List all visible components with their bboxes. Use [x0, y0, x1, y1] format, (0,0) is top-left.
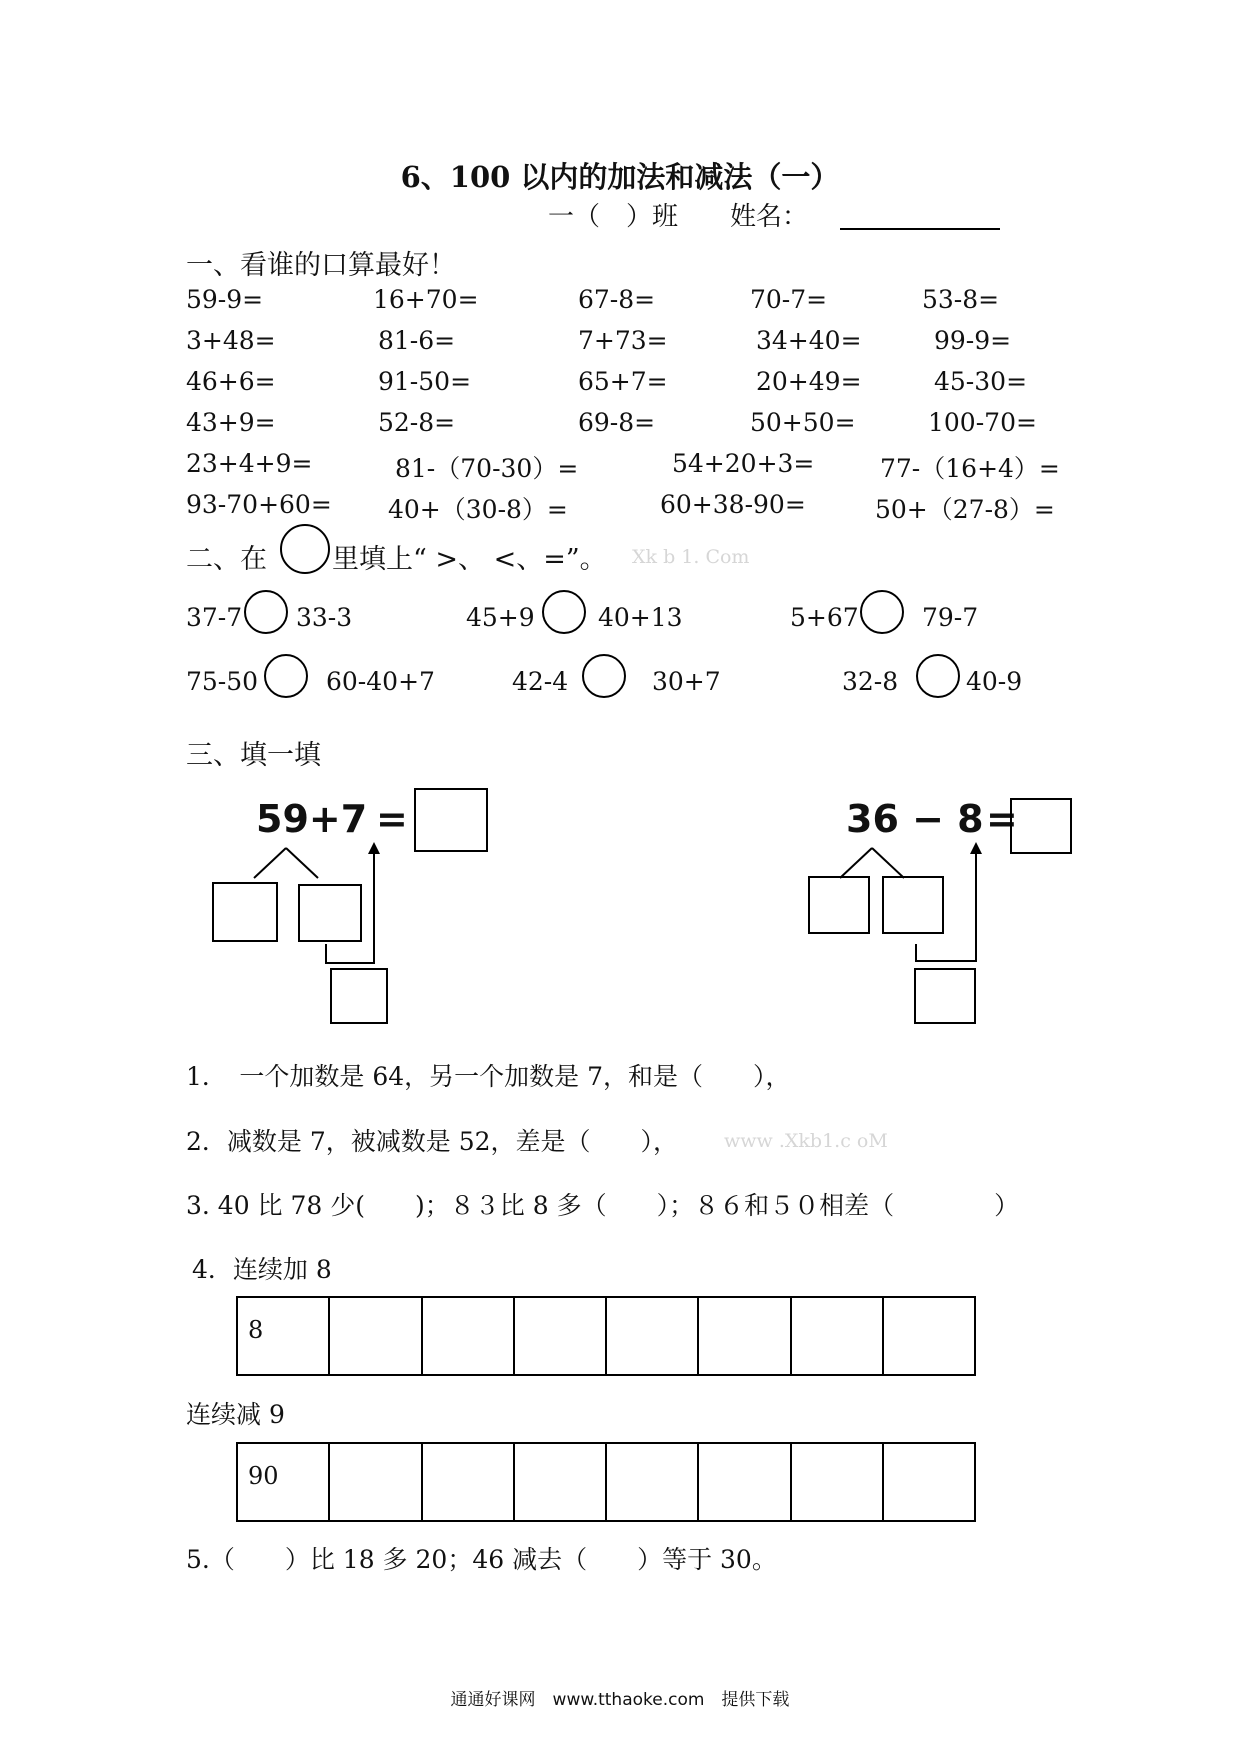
- section1-heading: 一、看谁的口算最好！: [186, 250, 456, 281]
- equation: 50+（27-8）=: [875, 495, 1055, 524]
- answer-box[interactable]: [414, 788, 488, 852]
- split-box[interactable]: [212, 882, 278, 942]
- compare-right: 40+13: [598, 603, 683, 632]
- result-box[interactable]: [330, 968, 388, 1024]
- equation: 52-8=: [378, 408, 456, 437]
- equation: 67-8=: [578, 285, 656, 314]
- compare-right: 40-9: [966, 667, 1023, 696]
- equation: 34+40=: [756, 326, 862, 355]
- result-box[interactable]: [914, 968, 976, 1024]
- compare-circle-blank[interactable]: [860, 590, 904, 634]
- answer-box[interactable]: [1010, 798, 1072, 854]
- equation: 77-（16+4）=: [880, 454, 1060, 483]
- compare-right: 33-3: [296, 603, 353, 632]
- equation: 54+20+3=: [672, 449, 815, 478]
- compare-left: 5+67: [790, 603, 859, 632]
- question-4-label: 4．连续加 8: [192, 1255, 332, 1284]
- sequence-cell[interactable]: [422, 1443, 514, 1521]
- equation: 16+70=: [373, 285, 479, 314]
- question-1: 1． 一个加数是 64，另一个加数是 7，和是（ ），: [186, 1062, 791, 1091]
- equation: 40+（30-8）=: [388, 495, 568, 524]
- sequence-cell[interactable]: [698, 1297, 790, 1375]
- equation: 59-9=: [186, 285, 264, 314]
- equation: 3+48=: [186, 326, 276, 355]
- equation: 81-（70-30）=: [395, 454, 579, 483]
- name-blank-line[interactable]: [840, 228, 1000, 230]
- sequence-cell[interactable]: [606, 1443, 698, 1521]
- sequence-cell[interactable]: [883, 1443, 975, 1521]
- circle-icon: [280, 524, 330, 574]
- sequence-cell[interactable]: [514, 1443, 606, 1521]
- diagram-right-equals: =: [986, 797, 1018, 841]
- compare-left: 37-7: [186, 603, 243, 632]
- split-box[interactable]: [298, 884, 362, 942]
- compare-left: 45+9: [466, 603, 535, 632]
- equation: 46+6=: [186, 367, 276, 396]
- question-5: 5.（ ）比 18 多 20；46 减去（ ）等于 30。: [186, 1545, 777, 1574]
- diagram-left-equals: =: [376, 797, 408, 841]
- equation: 91-50=: [378, 367, 472, 396]
- compare-circle-blank[interactable]: [264, 654, 308, 698]
- section2-heading-start: 二、在: [186, 544, 267, 575]
- compare-circle-blank[interactable]: [542, 590, 586, 634]
- equation: 100-70=: [928, 408, 1037, 437]
- equation: 69-8=: [578, 408, 656, 437]
- diagram-right-expression: 36 − 8: [846, 797, 984, 841]
- compare-circle-blank[interactable]: [582, 654, 626, 698]
- equation: 99-9=: [934, 326, 1012, 355]
- compare-right: 79-7: [922, 603, 979, 632]
- equation: 7+73=: [578, 326, 668, 355]
- sequence-cell[interactable]: [791, 1443, 883, 1521]
- equation: 45-30=: [934, 367, 1028, 396]
- equation: 81-6=: [378, 326, 456, 355]
- question-4b-label: 连续减 9: [186, 1400, 285, 1429]
- equation: 43+9=: [186, 408, 276, 437]
- sequence-cell[interactable]: [698, 1443, 790, 1521]
- sequence-cell[interactable]: 8: [237, 1297, 329, 1375]
- sequence-cell[interactable]: [791, 1297, 883, 1375]
- split-box[interactable]: [808, 876, 870, 934]
- question-3: 3. 40 比 78 少( )；８３比 8 多（ ）；８６和５０相差（ ）: [186, 1191, 1020, 1220]
- compare-left: 42-4: [512, 667, 569, 696]
- sequence-cell[interactable]: [883, 1297, 975, 1375]
- sequence-cell[interactable]: [606, 1297, 698, 1375]
- sequence-cell[interactable]: [514, 1297, 606, 1375]
- equation: 60+38-90=: [660, 490, 806, 519]
- sequence-cell[interactable]: 90: [237, 1443, 329, 1521]
- equation: 23+4+9=: [186, 449, 313, 478]
- question-2: 2．减数是 7，被减数是 52，差是（ ），: [186, 1127, 679, 1156]
- sequence-cell[interactable]: [329, 1443, 421, 1521]
- equation: 53-8=: [922, 285, 1000, 314]
- equation: 65+7=: [578, 367, 668, 396]
- watermark: www .Xkb1.c oM: [724, 1130, 888, 1152]
- section3-heading: 三、填一填: [186, 740, 321, 771]
- sequence-cell[interactable]: [329, 1297, 421, 1375]
- subtract-sequence-table: [236, 1442, 976, 1522]
- watermark: Xk b 1. Com: [632, 546, 750, 568]
- diagram-left-expression: 59+7: [256, 797, 368, 841]
- equation: 93-70+60=: [186, 490, 332, 519]
- class-name-line: 一（ ）班 姓名：: [548, 202, 809, 232]
- equation: 20+49=: [756, 367, 862, 396]
- compare-right: 60-40+7: [326, 667, 435, 696]
- page-title: 6、100 以内的加法和减法（一）: [400, 160, 840, 194]
- split-box[interactable]: [882, 876, 944, 934]
- sequence-cell[interactable]: [422, 1297, 514, 1375]
- equation: 50+50=: [750, 408, 856, 437]
- equation: 70-7=: [750, 285, 828, 314]
- compare-right: 30+7: [652, 667, 721, 696]
- section2-heading-end: 里填上“ >、 <、=”。: [332, 544, 607, 575]
- compare-circle-blank[interactable]: [916, 654, 960, 698]
- compare-left: 75-50: [186, 667, 259, 696]
- compare-circle-blank[interactable]: [244, 590, 288, 634]
- footer: 通通好课网 www.tthaoke.com 提供下载: [450, 1690, 790, 1710]
- add-sequence-table: [236, 1296, 976, 1376]
- compare-left: 32-8: [842, 667, 899, 696]
